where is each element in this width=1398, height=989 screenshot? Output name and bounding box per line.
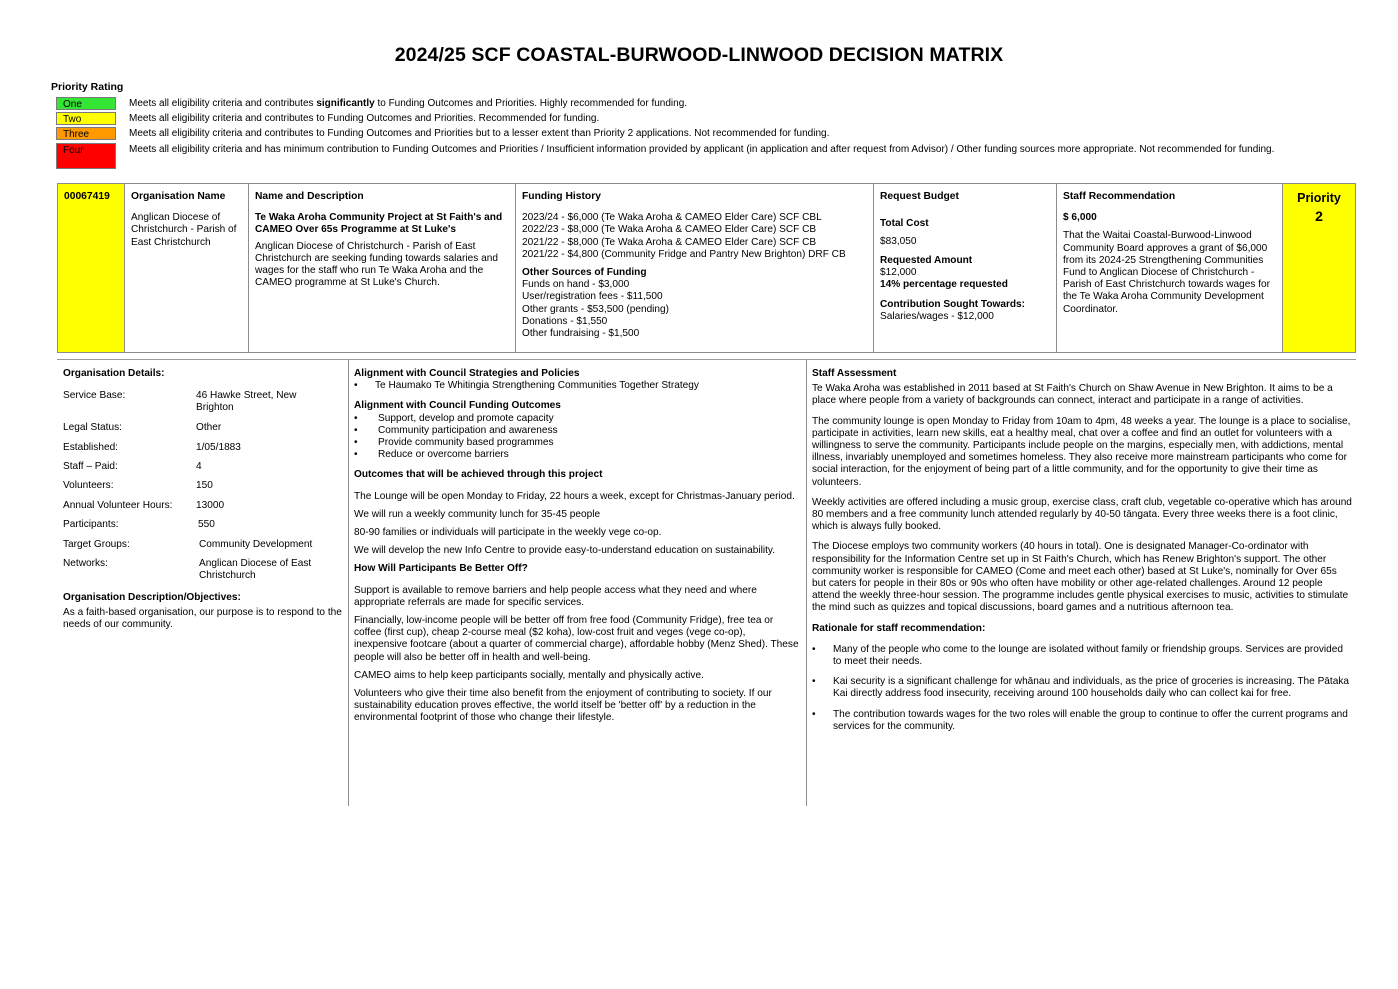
- outcome-achieved-item: We will develop the new Info Centre to provide easy-to-understand education on sustainability.: [354, 545, 776, 557]
- funding-outcome-item: • Community participation and awareness: [354, 425, 800, 437]
- priority-one-swatch: One: [56, 97, 116, 110]
- application-summary-row: [57, 183, 1356, 353]
- contribution-value: Salaries/wages - $12,000: [880, 311, 994, 323]
- staff-recommendation-amount: $ 6,000: [1063, 212, 1097, 224]
- detail-row: [63, 480, 343, 499]
- better-off-heading: How Will Participants Be Better Off?: [354, 563, 528, 575]
- detail-value: 4: [196, 460, 202, 472]
- column-divider: [806, 360, 807, 806]
- priority-heading: Priority: [1297, 191, 1341, 205]
- name-description-cell: [249, 184, 516, 352]
- priority-two-swatch: Two: [56, 112, 116, 125]
- staff-assessment-panel: [812, 368, 1352, 741]
- outcomes-achieved-heading: Outcomes that will be achieved through this project: [354, 469, 603, 481]
- funding-history-heading: Funding History: [522, 191, 601, 202]
- detail-value: 13000: [196, 499, 225, 511]
- other-source-item: Donations - $1,550: [522, 315, 608, 327]
- rationale-heading: Rationale for staff recommendation:: [812, 622, 986, 634]
- funding-outcome-item: • Reduce or overcome barriers: [354, 449, 800, 461]
- rationale-item: • Many of the people who come to the lounge are isolated without family or friendship groups. Services are provided to meet their needs.: [812, 644, 1352, 668]
- total-cost-value: $83,050: [880, 236, 917, 248]
- assessment-paragraph: Te Waka Aroha was established in 2011 based at St Faith's Church on Shaw Avenue in New Brighton. It aims to be a place where people from a variety of backgrounds can connect, interact and participate in a range of activities.: [812, 383, 1333, 407]
- total-cost-label: Total Cost: [880, 218, 929, 230]
- outcome-achieved-item: 80-90 families or individuals will participate in the weekly vege co-op.: [354, 527, 662, 539]
- priority-four-swatch: Four: [56, 143, 116, 169]
- project-description: Anglican Diocese of Christchurch - Parish of East Christchurch are seeking funding towards salaries and wages for the staff who run Te Waka Aroha and the CAMEO programme at St Luke's Church.: [255, 240, 498, 289]
- rationale-item: • Kai security is a significant challenge for whānau and individuals, as the price of groceries is increasing. The Pātaka Kai directly address food insecurity, receiving around 100 households daily who can collect kai for free.: [812, 676, 1352, 700]
- priority-three-swatch: Three: [56, 127, 116, 140]
- detail-label: Target Groups:: [63, 538, 130, 550]
- column-divider: [348, 360, 349, 806]
- alignment-panel: [354, 368, 800, 731]
- other-source-item: Other fundraising - $1,500: [522, 328, 640, 340]
- detail-label: Established:: [63, 441, 118, 453]
- priority-value: 2: [1315, 208, 1323, 225]
- percentage-requested: 14% percentage requested: [880, 279, 1008, 291]
- funding-history-item: 2022/23 - $8,000 (Te Waka Aroha & CAMEO Elder Care) SCF CB: [522, 224, 817, 236]
- priority-four-description: Meets all eligibility criteria and has minimum contribution to Funding Outcomes and Priorities / Insufficient information provided by applicant (in application and after request from Advisor) / Other funding sources more appropriate. Not recommended for funding.: [129, 144, 1275, 155]
- detail-row: [63, 461, 343, 480]
- detail-row: [63, 442, 343, 461]
- funding-history-item: 2023/24 - $6,000 (Te Waka Aroha & CAMEO Elder Care) SCF CBL: [522, 212, 822, 224]
- name-description-heading: Name and Description: [255, 191, 364, 202]
- other-source-item: Funds on hand - $3,000: [522, 279, 630, 291]
- organisation-name: Anglican Diocese of Christchurch - Parish of East Christchurch: [131, 212, 237, 248]
- detail-value: Community Development: [199, 538, 313, 550]
- organisation-name-cell: [125, 184, 249, 352]
- request-budget-heading: Request Budget: [880, 191, 959, 202]
- contribution-label: Contribution Sought Towards:: [880, 299, 1026, 311]
- other-source-item: User/registration fees - $11,500: [522, 291, 663, 303]
- organisation-description-heading: Organisation Description/Objectives:: [63, 591, 241, 603]
- organisation-details-heading: Organisation Details:: [63, 368, 165, 379]
- better-off-paragraph: CAMEO aims to help keep participants socially, mentally and physically active.: [354, 669, 704, 681]
- page-title: 2024/25 SCF COASTAL-BURWOOD-LINWOOD DECISION MATRIX: [394, 44, 1004, 66]
- priority-rating-heading: Priority Rating: [51, 81, 124, 93]
- better-off-paragraph: Financially, low-income people will be better off from free food (Community Fridge), free tea or coffee (first cup), cheap 2-course meal ($2 koha), low-cost fruit and veges (vege co-op), inexpensive footcare (about a quarter of commercial charge), affordable hobby (Menz Shed). These people will also be better off in health and well-being.: [354, 615, 799, 663]
- organisation-name-heading: Organisation Name: [131, 191, 226, 202]
- priority-three-description: Meets all eligibility criteria and contributes to Funding Outcomes and Priorities but to a lesser extent than Priority 2 applications. Not recommended for funding.: [129, 128, 830, 139]
- detail-value: 46 Hawke Street, New Brighton: [196, 390, 297, 414]
- priority-two-description: Meets all eligibility criteria and contributes to Funding Outcomes and Priorities. Recommended for funding.: [129, 113, 600, 124]
- organisation-description: As a faith-based organisation, our purpose is to respond to the needs of our community.: [63, 607, 342, 631]
- assessment-paragraph: Weekly activities are offered including a music group, exercise class, craft club, vegetable co-operative which has around 80 members and a free community lunch attended regularly by 40-50 tāngata. Every three weeks there is a foot clinic, which is always fully booked.: [812, 496, 1352, 533]
- funding-outcome-item: • Support, develop and promote capacity: [354, 413, 800, 425]
- detail-label: Volunteers:: [63, 480, 114, 492]
- detail-row: [63, 519, 343, 538]
- staff-recommendation-cell: [1057, 184, 1283, 352]
- detail-label: Legal Status:: [63, 422, 122, 434]
- detail-value: 1/05/1883: [196, 441, 241, 453]
- detail-row: [63, 390, 343, 422]
- detail-row: [63, 422, 343, 441]
- detail-label: Staff – Paid:: [63, 460, 118, 472]
- funding-outcomes-heading: Alignment with Council Funding Outcomes: [354, 400, 561, 412]
- other-sources-heading: Other Sources of Funding: [522, 267, 647, 279]
- organisation-details-panel: [63, 368, 343, 632]
- detail-label: Service Base:: [63, 390, 126, 402]
- detail-row: [63, 500, 343, 519]
- request-budget-cell: [874, 184, 1057, 352]
- priority-cell: [1283, 184, 1355, 352]
- funding-history-item: 2021/22 - $8,000 (Te Waka Aroha & CAMEO Elder Care) SCF CB: [522, 236, 817, 248]
- staff-recommendation-text: That the Waitai Coastal-Burwood-Linwood Community Board approves a grant of $6,000 from its 2024-25 Strengthening Communities Fund to Anglican Diocese of Christchurch - Parish of East Christchurch towards wages for the Te Waka Aroha Community Development Coordinator.: [1063, 230, 1271, 315]
- application-id: 00067419: [64, 191, 110, 202]
- detail-row: [63, 539, 343, 558]
- better-off-paragraph: Support is available to remove barriers and help people access what they need and where appropriate referrals are made for specific services.: [354, 584, 757, 608]
- detail-label: Participants:: [63, 519, 119, 531]
- better-off-paragraph: Volunteers who give their time also benefit from the enjoyment of contributing to society. If our sustainability education proves effective, the world itself be 'better off' by a reduction in the environmental footprint of those who change their lifestyle.: [354, 688, 772, 724]
- staff-recommendation-heading: Staff Recommendation: [1063, 191, 1176, 202]
- funding-history-cell: [516, 184, 874, 352]
- outcome-achieved-item: The Lounge will be open Monday to Friday, 22 hours a week, except for Christmas-January period.: [354, 490, 795, 502]
- other-source-item: Other grants - $53,500 (pending): [522, 303, 670, 315]
- requested-amount-label: Requested Amount: [880, 254, 973, 266]
- detail-value: 150: [196, 480, 213, 492]
- strategy-item: • Te Haumako Te Whitingia Strengthening Communities Together Strategy: [354, 380, 800, 392]
- funding-history-item: 2021/22 - $4,800 (Community Fridge and Pantry New Brighton) DRF CB: [522, 248, 846, 260]
- detail-label: Networks:: [63, 557, 108, 569]
- project-name: Te Waka Aroha Community Project at St Faith's and CAMEO Over 65s Programme at St Luke's: [255, 212, 503, 236]
- rationale-item: • The contribution towards wages for the two roles will enable the group to continue to offer the current programs and services for the community.: [812, 709, 1352, 733]
- detail-value: 550: [198, 519, 215, 531]
- detail-value: Anglican Diocese of East Christchurch: [199, 557, 312, 582]
- application-id-cell: [58, 184, 125, 352]
- section-divider: [57, 359, 1356, 360]
- assessment-paragraph: The community lounge is open Monday to Friday from 10am to 4pm, 48 weeks a year. The lounge is a place to socialise, participate in activities, learn new skills, eat a healthy meal, chat over a coffee and find an outlet for volunteers with a willingness to serve the community. Participants include people on the margins, especially men, with addictions, mental illness, invariably unemployed and sometimes homeless. They also receive more mainstream participants who come for social interaction, for the enjoyment of being part of a little community, and for the opportunity to give their time as volunteers.: [812, 415, 1351, 488]
- strategies-heading: Alignment with Council Strategies and Policies: [354, 368, 580, 379]
- detail-label: Annual Volunteer Hours:: [63, 499, 173, 511]
- staff-assessment-heading: Staff Assessment: [812, 368, 897, 379]
- detail-row: [63, 558, 343, 592]
- detail-value: Other: [196, 422, 222, 434]
- priority-one-description: Meets all eligibility criteria and contributes significantly to Funding Outcomes and Priorities. Highly recommended for funding.: [129, 98, 688, 109]
- assessment-paragraph: The Diocese employs two community workers (40 hours in total). One is designated Manager-Co-ordinator with responsibility for the Information Centre set up in St Faith's Church, which has Renew Brighton's support. The other community worker is responsible for CAMEO (Come and meet each other) based at St Luke's, nominally for Over 65s but caters for people in their 80s or 90s who often have mobility or other age-related challenges. Around 12 people attend the weekly three-hour session. The programme includes gentle physical exercises to music, activities to stimulate the mind such as quizzes and topical discussions, board games and a nutritious afternoon tea.: [812, 541, 1349, 614]
- requested-amount-value: $12,000: [880, 266, 917, 278]
- funding-outcome-item: • Provide community based programmes: [354, 437, 800, 449]
- outcome-achieved-item: We will run a weekly community lunch for 35-45 people: [354, 508, 601, 520]
